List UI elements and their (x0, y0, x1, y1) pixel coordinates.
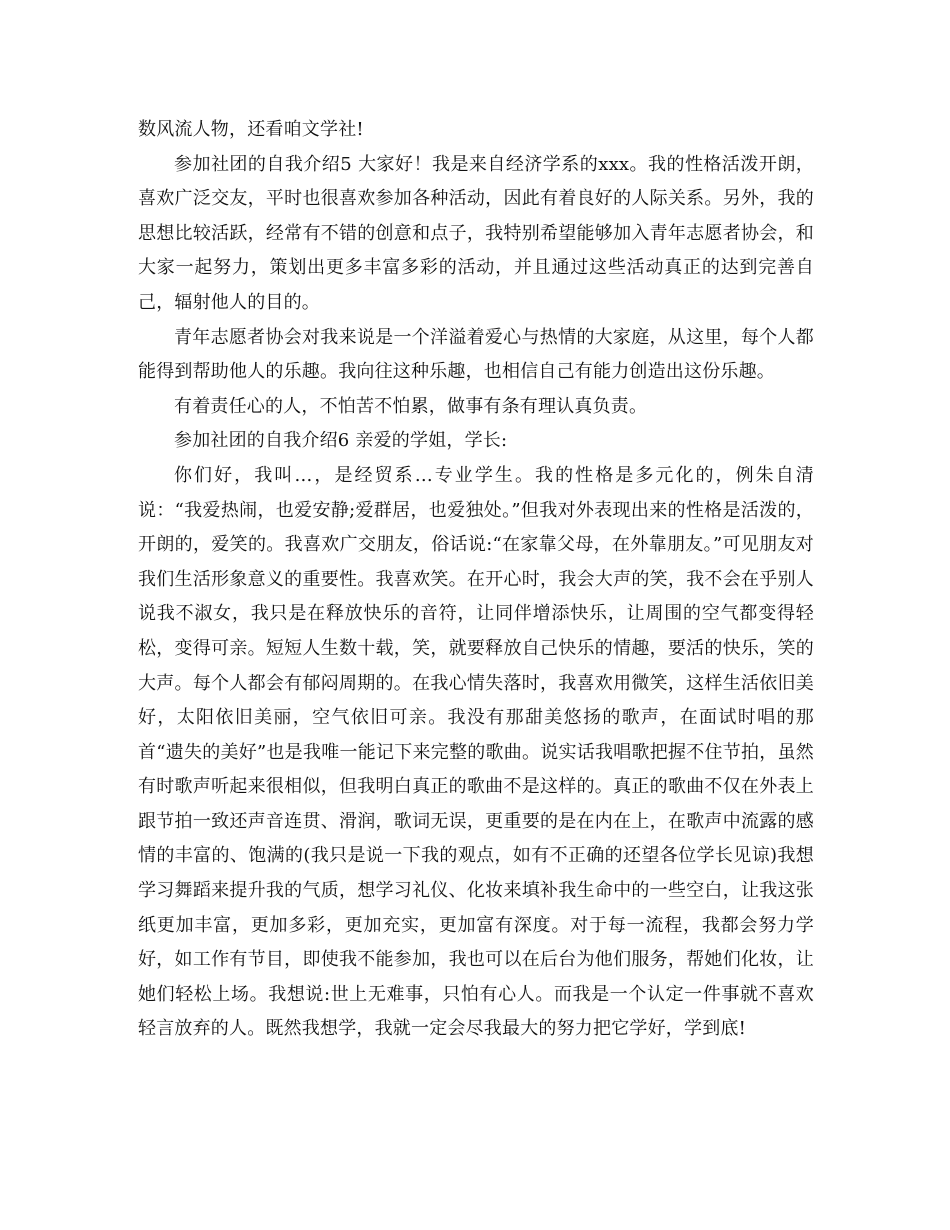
paragraph-closing-line: 数风流人物，还看咱文学社! (138, 119, 364, 140)
document-body (138, 113, 814, 1047)
paragraph-intro-5: 参加社团的自我介绍5 大家好！我是来自经济学系的xxx。我的性格活泼开朗，喜欢广泛交友，平时也很喜欢参加各种活动，因此有着良好的人际关系。另外，我的思想比较活跃，经常有不错的创意和点子，我特别希望能够加入青年志愿者协会，和大家一起努力，策划出更多丰富多彩的活动，并且通过这些活动真正的达到完善自己，辐射他人的目的。 (138, 153, 814, 313)
paragraph-responsibility: 有着责任心的人，不怕苦不怕累，做事有条有理认真负责。 (174, 395, 648, 417)
paragraph-intro-6-body: 你们好，我叫…，是经贸系…专业学生。我的性格是多元化的，例朱自清说：“我爱热闹，也爱安静;爱群居，也爱独处。”但我对外表现出来的性格是活泼的，开朗的，爱笑的。我喜欢广交朋友，俗话说:“在家靠父母，在外靠朋友。”可见朋友对我们生活形象意义的重要性。我喜欢笑。在开心时，我会大声的笑，我不会在乎别人说我不淑女，我只是在释放快乐的音符，让同伴增添快乐，让周围的空气都变得轻松，变得可亲。短短人生数十载，笑，就要释放自己快乐的情趣，要活的快乐，笑的大声。每个人都会有郁闷周期的。在我心情失落时，我喜欢用微笑，这样生活依旧美好，太阳依旧美丽，空气依旧可亲。我没有那甜美悠扬的歌声，在面试时唱的那首“遗失的美好”也是我唯一能记下来完整的歌曲。说实话我唱歌把握不住节拍，虽然有时歌声听起来很相似，但我明白真正的歌曲不是这样的。真正的歌曲不仅在外表上跟节拍一致还声音连贯、滑润，歌词无误，更重要的是在内在上，在歌声中流露的感情的丰富的、饱满的(我只是说一下我的观点，如有不正确的还望各位学长见谅)我想学习舞蹈来提升我的气质，想学习礼仪、化妆来填补我生命中的一些空白，让我这张纸更加丰富，更加多彩，更加充实，更加富有深度。对于每一流程，我都会努力学好，如工作有节目，即使我不能参加，我也可以在后台为他们服务，帮她们化妆，让她们轻松上场。我想说:世上无难事，只怕有心人。而我是一个认定一件事就不喜欢轻言放弃的人。既然我想学，我就一定会尽我最大的努力把它学好，学到底! (138, 464, 814, 1040)
paragraph-intro-6-heading: 参加社团的自我介绍6 亲爱的学姐，学长: (174, 430, 508, 452)
paragraph-volunteer-association: 青年志愿者协会对我来说是一个洋溢着爱心与热情的大家庭，从这里，每个人都能得到帮助他人的乐趣。我向往这种乐趣，也相信自己有能力创造出这份乐趣。 (138, 326, 814, 383)
